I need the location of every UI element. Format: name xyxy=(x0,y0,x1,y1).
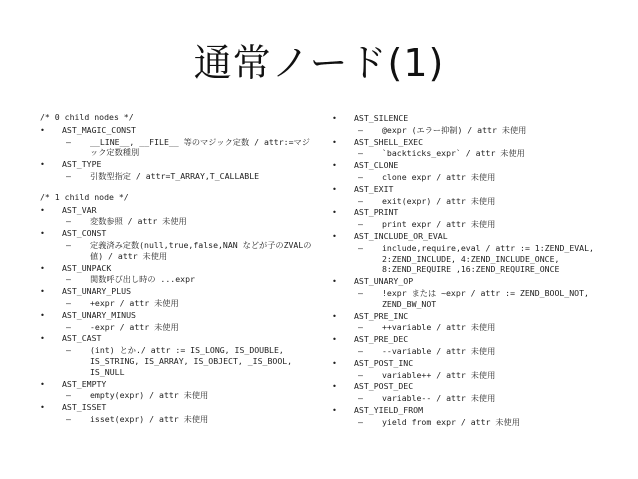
dash-glyph: – xyxy=(66,216,71,227)
sub-item-text: !expr または ~expr / attr := ZEND_BOOL_NOT, ZEND_BW_NOT xyxy=(382,287,589,309)
bullet-glyph: • xyxy=(40,159,45,170)
list-item xyxy=(332,184,628,195)
node-type-label: AST_CLONE xyxy=(354,160,399,171)
sub-item xyxy=(332,417,628,428)
list-item xyxy=(332,231,628,242)
dash-glyph: – xyxy=(358,369,363,380)
node-type-label: AST_UNARY_MINUS xyxy=(62,309,136,320)
sub-item-text: yield from expr / attr 未使用 xyxy=(382,416,520,427)
node-type-label: AST_PRE_INC xyxy=(354,310,409,321)
list-item xyxy=(332,160,628,171)
bullet-glyph: • xyxy=(332,136,337,147)
sub-item xyxy=(332,370,628,381)
bullet-glyph: • xyxy=(40,402,45,413)
sub-item-text: exit(expr) / attr 未使用 xyxy=(382,195,496,206)
bullet-glyph: • xyxy=(332,357,337,368)
dash-glyph: – xyxy=(358,195,363,206)
bullet-glyph: • xyxy=(332,230,337,241)
sub-item-text: `backticks_expr` / attr 未使用 xyxy=(382,148,525,159)
bullet-glyph: • xyxy=(332,160,337,171)
sub-item xyxy=(40,345,316,377)
node-type-label: AST_VAR xyxy=(62,204,97,215)
dash-glyph: – xyxy=(358,345,363,356)
dash-glyph: – xyxy=(66,136,71,147)
list-item xyxy=(40,333,316,344)
node-type-label: AST_EMPTY xyxy=(62,378,107,389)
node-type-label: AST_SILENCE xyxy=(354,113,409,123)
node-type-label: AST_POST_DEC xyxy=(354,381,414,392)
sub-item-text: -expr / attr 未使用 xyxy=(90,321,179,332)
dash-glyph: – xyxy=(66,413,71,424)
sub-item xyxy=(40,240,316,262)
sub-item xyxy=(40,390,316,401)
bullet-glyph: • xyxy=(332,276,337,287)
list-item xyxy=(332,113,628,124)
dash-glyph: – xyxy=(358,242,363,253)
node-type-label: AST_ISSET xyxy=(62,402,107,413)
node-type-label: AST_TYPE xyxy=(62,159,102,170)
sub-item-text: (int) とか./ attr := IS_LONG, IS_DOUBLE, IS_STRING, IS_ARRAY, IS_OBJECT, _IS_BOOL, IS_NULL xyxy=(90,345,293,377)
bullet-glyph: • xyxy=(40,204,45,215)
node-type-label: AST_CAST xyxy=(62,333,102,344)
list-item xyxy=(40,310,316,321)
sub-item xyxy=(332,288,628,310)
list-item xyxy=(40,402,316,413)
sub-item-text: --variable / attr 未使用 xyxy=(382,345,496,356)
bullet-glyph: • xyxy=(332,207,337,218)
sub-item-text: +expr / attr 未使用 xyxy=(90,297,179,308)
sub-item xyxy=(332,346,628,357)
node-type-label: AST_EXIT xyxy=(354,183,394,194)
sub-item-text: clone expr / attr 未使用 xyxy=(382,171,496,182)
dash-glyph: – xyxy=(66,297,71,308)
dash-glyph: – xyxy=(358,393,363,404)
dash-glyph: – xyxy=(66,274,71,285)
section-comment: /* 0 child nodes */ xyxy=(40,112,134,122)
slide-title: 通常ノード(1) xyxy=(193,41,445,85)
bullet-glyph: • xyxy=(40,378,45,389)
list-item xyxy=(332,137,628,148)
bullet-glyph: • xyxy=(332,310,337,321)
sub-item-text: __LINE__, __FILE__ 等のマジック定数 / attr:=マジック定数種別 xyxy=(90,136,310,158)
section-comment: /* 1 child node */ xyxy=(40,191,129,202)
node-type-label: AST_UNARY_OP xyxy=(354,276,414,287)
section-gap xyxy=(40,182,316,192)
sub-item xyxy=(332,148,628,159)
sub-item xyxy=(40,137,316,159)
node-type-label: AST_UNARY_PLUS xyxy=(62,286,132,297)
bullet-glyph: • xyxy=(332,404,337,415)
sub-item-text: variable++ / attr 未使用 xyxy=(382,369,496,380)
bullet-glyph: • xyxy=(332,183,337,194)
list-item xyxy=(40,228,316,239)
list-item xyxy=(40,159,316,170)
sub-item xyxy=(332,322,628,333)
sub-item-text: 変数参照 / attr 未使用 xyxy=(90,216,187,227)
bullet-glyph: • xyxy=(332,381,337,392)
sub-item xyxy=(40,171,316,182)
dash-glyph: – xyxy=(358,124,363,135)
bullet-glyph: • xyxy=(40,286,45,297)
node-type-label: AST_MAGIC_CONST xyxy=(62,124,136,135)
list-item xyxy=(332,405,628,416)
sub-item-text: include,require,eval / attr := 1:ZEND_EVAL, 2:ZEND_INCLUDE, 4:ZEND_INCLUDE_ONCE, 8:ZEND_REQUIRE ,16:ZEND_REQUIRE_ONCE xyxy=(382,242,594,275)
sub-item xyxy=(332,243,628,275)
sub-item xyxy=(332,196,628,207)
list-item xyxy=(332,334,628,345)
dash-glyph: – xyxy=(66,390,71,401)
sub-item xyxy=(40,216,316,227)
node-type-label: AST_CONST xyxy=(62,228,107,239)
sub-item xyxy=(40,298,316,309)
dash-glyph: – xyxy=(358,148,363,159)
list-item xyxy=(40,286,316,297)
sub-item-text: 関数呼び出し時の ...expr xyxy=(90,274,195,285)
list-item xyxy=(40,263,316,274)
list-item xyxy=(332,358,628,369)
node-type-label: AST_PRINT xyxy=(354,207,399,218)
sub-item xyxy=(40,274,316,285)
bullet-glyph: • xyxy=(332,334,337,345)
bullet-glyph: • xyxy=(40,228,45,239)
sub-item-text: 引数型指定 / attr=T_ARRAY,T_CALLABLE xyxy=(90,170,260,181)
dash-glyph: – xyxy=(66,170,71,181)
bullet-glyph: • xyxy=(40,309,45,320)
bullet-glyph: • xyxy=(332,113,337,123)
node-type-label: AST_YIELD_FROM xyxy=(354,404,424,415)
sub-item xyxy=(332,172,628,183)
bullet-glyph: • xyxy=(40,333,45,344)
sub-item xyxy=(332,393,628,404)
list-item xyxy=(332,311,628,322)
dash-glyph: – xyxy=(358,171,363,182)
node-type-label: AST_POST_INC xyxy=(354,357,414,368)
sub-item-text: @expr (エラー抑制) / attr 未使用 xyxy=(382,124,527,135)
sub-item-text: variable-- / attr 未使用 xyxy=(382,393,496,404)
dash-glyph: – xyxy=(358,219,363,230)
node-type-label: AST_PRE_DEC xyxy=(354,334,409,345)
node-type-label: AST_UNPACK xyxy=(62,262,112,273)
sub-item xyxy=(332,219,628,230)
dash-glyph: – xyxy=(66,239,71,250)
list-item xyxy=(40,205,316,216)
sub-item xyxy=(332,125,628,136)
dash-glyph: – xyxy=(66,321,71,332)
list-item xyxy=(332,207,628,218)
right-column xyxy=(332,112,628,428)
bullet-glyph: • xyxy=(40,124,45,135)
sub-item xyxy=(40,322,316,333)
dash-glyph: – xyxy=(358,416,363,427)
list-item xyxy=(40,379,316,390)
node-type-label: AST_INCLUDE_OR_EVAL xyxy=(354,230,448,241)
sub-item-text: print expr / attr 未使用 xyxy=(382,219,496,230)
list-item xyxy=(40,125,316,136)
dash-glyph: – xyxy=(358,287,363,298)
sub-item-text: ++variable / attr 未使用 xyxy=(382,322,496,333)
sub-item-text: isset(expr) / attr 未使用 xyxy=(90,413,209,424)
sub-item xyxy=(40,414,316,425)
list-item xyxy=(332,381,628,392)
left-column xyxy=(40,112,316,425)
dash-glyph: – xyxy=(66,345,71,356)
list-item xyxy=(332,276,628,287)
dash-glyph: – xyxy=(358,322,363,333)
bullet-glyph: • xyxy=(40,262,45,273)
sub-item-text: 定義済み定数(null,true,false,NAN などが子のZVALの値) / attr 未使用 xyxy=(90,239,312,261)
sub-item-text: empty(expr) / attr 未使用 xyxy=(90,390,209,401)
node-type-label: AST_SHELL_EXEC xyxy=(354,136,424,147)
